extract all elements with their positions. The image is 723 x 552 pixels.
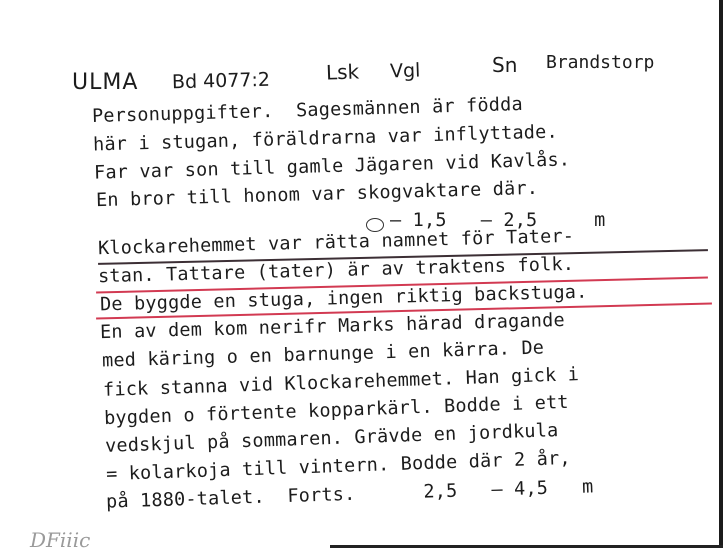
parish-name: Brandstorp	[546, 52, 655, 73]
text-line: bygden o förtente kopparkärl. Bodde i ett	[103, 391, 570, 430]
text-line: med käring o en barnunge i en kärra. De	[101, 337, 545, 372]
text-line: på 1880-talet. Forts. 2,5 – 4,5 m	[105, 476, 594, 513]
landskap-label: Lsk	[325, 59, 360, 85]
text-line: här i stugan, föräldrarna var inflyttade.	[92, 121, 559, 156]
text-line: stan. Tattare (tater) är av traktens folk.	[97, 253, 575, 288]
text-line: En bror till honom var skogvaktare där.	[95, 177, 539, 212]
text-line: fick stanna vid Klockarehemmet. Han gick i	[102, 364, 580, 401]
margin-annotation: DFiiic	[30, 528, 91, 552]
text-line: En av dem kom nerifr Marks härad dragande	[99, 309, 566, 344]
measurement-line: – 1,5 – 2,5 m	[390, 210, 606, 231]
text-line: = kolarkoja till vintern. Bodde där 2 år,	[105, 447, 572, 486]
region-code: Vgl	[389, 59, 421, 83]
text-line: De byggde en stuga, ingen riktig backstuga.	[99, 281, 588, 316]
text-line: Personuppgifter. Sagesmännen är födda	[91, 93, 524, 128]
text-line: Far var son till gamle Jägaren vid Kavlås.	[93, 149, 571, 184]
archive-code: ULMA	[72, 70, 139, 95]
text-line: vedskjul på sommaren. Grävde en jordkula	[104, 420, 559, 457]
volume-number: Bd 4077:2	[171, 68, 271, 94]
text-line: Klockarehemmet var rätta namnet för Tater-	[97, 225, 575, 260]
socken-label: Sn	[492, 53, 518, 77]
